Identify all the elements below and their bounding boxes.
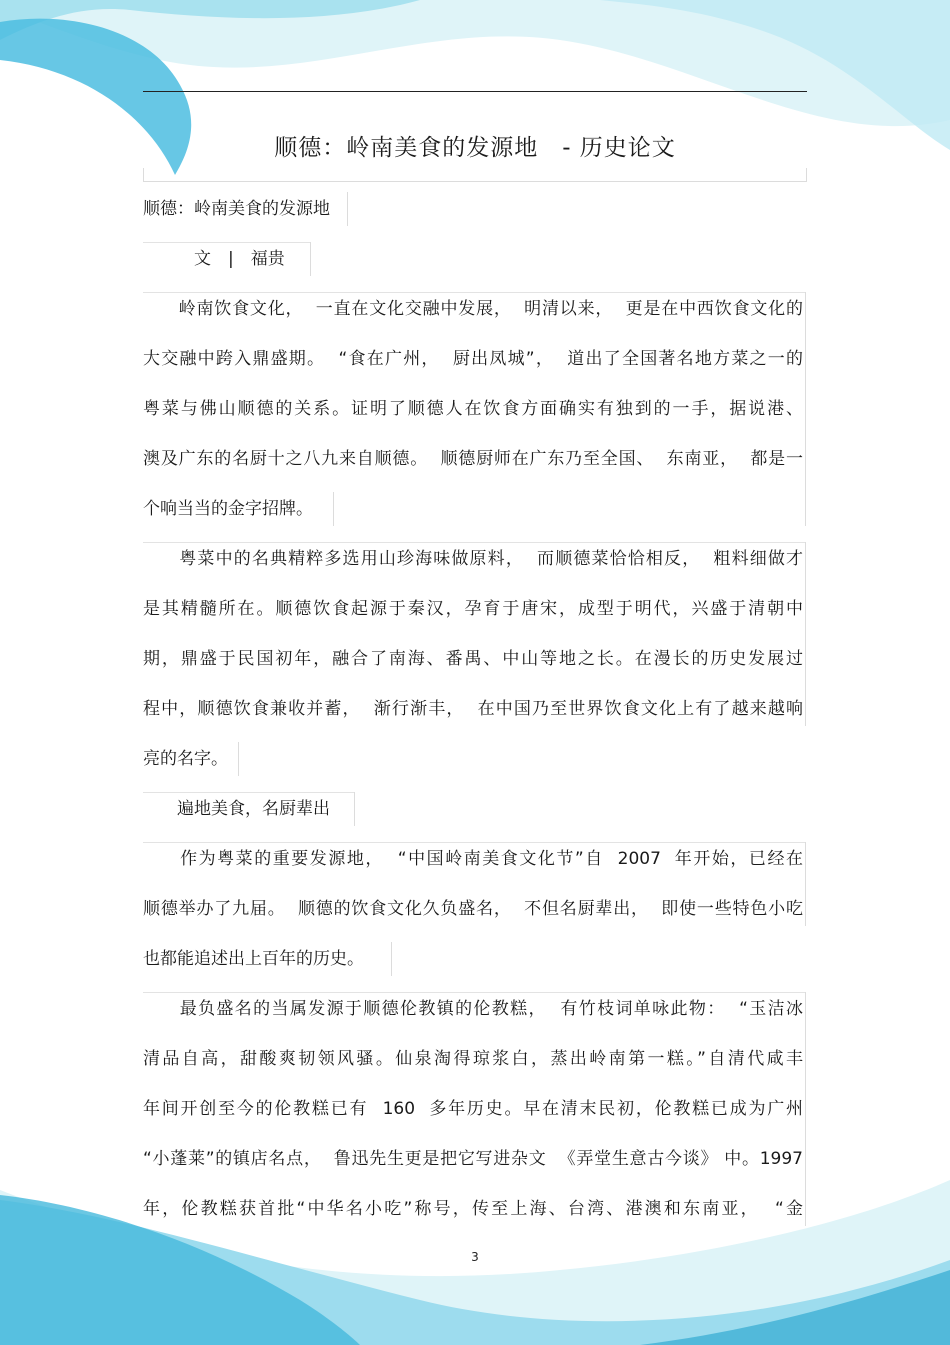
para4-line2: 清品自高，甜酸爽韧领风骚。仙泉淘得琼浆白，蒸出岭南第一糕。”自清代咸丰 (143, 1049, 803, 1069)
page-number: 3 (471, 1250, 479, 1264)
line-margin-bar (805, 542, 806, 726)
para4-line1: 最负盛名的当属发源于顺德伦教镇的伦教糕， 有竹枝词单咏此物： “玉洁冰 (143, 999, 803, 1019)
para3-line1: 作为粤菜的重要发源地， “中国岭南美食文化节”自 2007 年开始，已经在 (143, 849, 803, 869)
para2-line2: 是其精髓所在。顺德饮食起源于秦汉，孕育于唐宋，成型于明代，兴盛于清朝中 (143, 599, 803, 619)
line-margin-bar (347, 192, 348, 226)
article-subtitle: 顺德：岭南美食的发源地 (143, 199, 330, 219)
para4-line3: 年间开创至今的伦教糕已有 160 多年历史。早在清末民初，伦教糕已成为广州 (143, 1099, 803, 1119)
para1-line3: 粤菜与佛山顺德的关系。证明了顺德人在饮食方面确实有独到的一手，据说港、 (143, 399, 803, 419)
header-rule (143, 91, 807, 92)
line-top-border (143, 242, 310, 243)
para4-line4: “小蓬莱”的镇店名点， 鲁迅先生更是把它写进杂文 《弄堂生意古今谈》 中。1997 (143, 1149, 803, 1169)
author-line: 文 | 福贵 (143, 249, 285, 269)
line-margin-bar (333, 492, 334, 526)
para2-line1: 粤菜中的名典精粹多选用山珍海味做原料， 而顺德菜恰恰相反， 粗料细做才 (143, 549, 803, 569)
line-margin-bar (805, 842, 806, 926)
line-margin-bar (391, 942, 392, 976)
para2-line4: 程中，顺德饮食兼收并蓄， 渐行渐丰， 在中国乃至世界饮食文化上有了越来越响 (143, 699, 803, 719)
page-title: 顺德：岭南美食的发源地 - 历史论文 (274, 135, 676, 161)
para1-line5: 个响当当的金字招牌。 (143, 499, 313, 519)
para2-line5: 亮的名字。 (143, 749, 228, 769)
section-heading: 遍地美食，名厨辈出 (143, 799, 330, 819)
para3-line3: 也都能追述出上百年的历史。 (143, 949, 364, 969)
para3-line2: 顺德举办了九届。 顺德的饮食文化久负盛名， 不但名厨辈出， 即使一些特色小吃 (143, 899, 803, 919)
para1-line1: 岭南饮食文化， 一直在文化交融中发展， 明清以来， 更是在中西饮食文化的 (143, 299, 803, 319)
line-margin-bar (805, 292, 806, 526)
para1-line4: 澳及广东的名厨十之八九来自顺德。 顺德厨师在广东乃至全国、 东南亚， 都是一 (143, 449, 803, 469)
line-margin-bar (310, 242, 311, 276)
line-margin-bar (805, 992, 806, 1226)
para2-line3: 期，鼎盛于民国初年，融合了南海、番禺、中山等地之长。在漫长的历史发展过 (143, 649, 803, 669)
line-margin-bar (354, 792, 355, 826)
title-box-outline (143, 168, 807, 182)
line-margin-bar (238, 742, 239, 776)
para1-line2: 大交融中跨入鼎盛期。 “食在广州， 厨出凤城”， 道出了全国著名地方菜之一的 (143, 349, 803, 369)
para4-line5: 年，伦教糕获首批“中华名小吃”称号，传至上海、台湾、港澳和东南亚， “金 (143, 1199, 803, 1219)
